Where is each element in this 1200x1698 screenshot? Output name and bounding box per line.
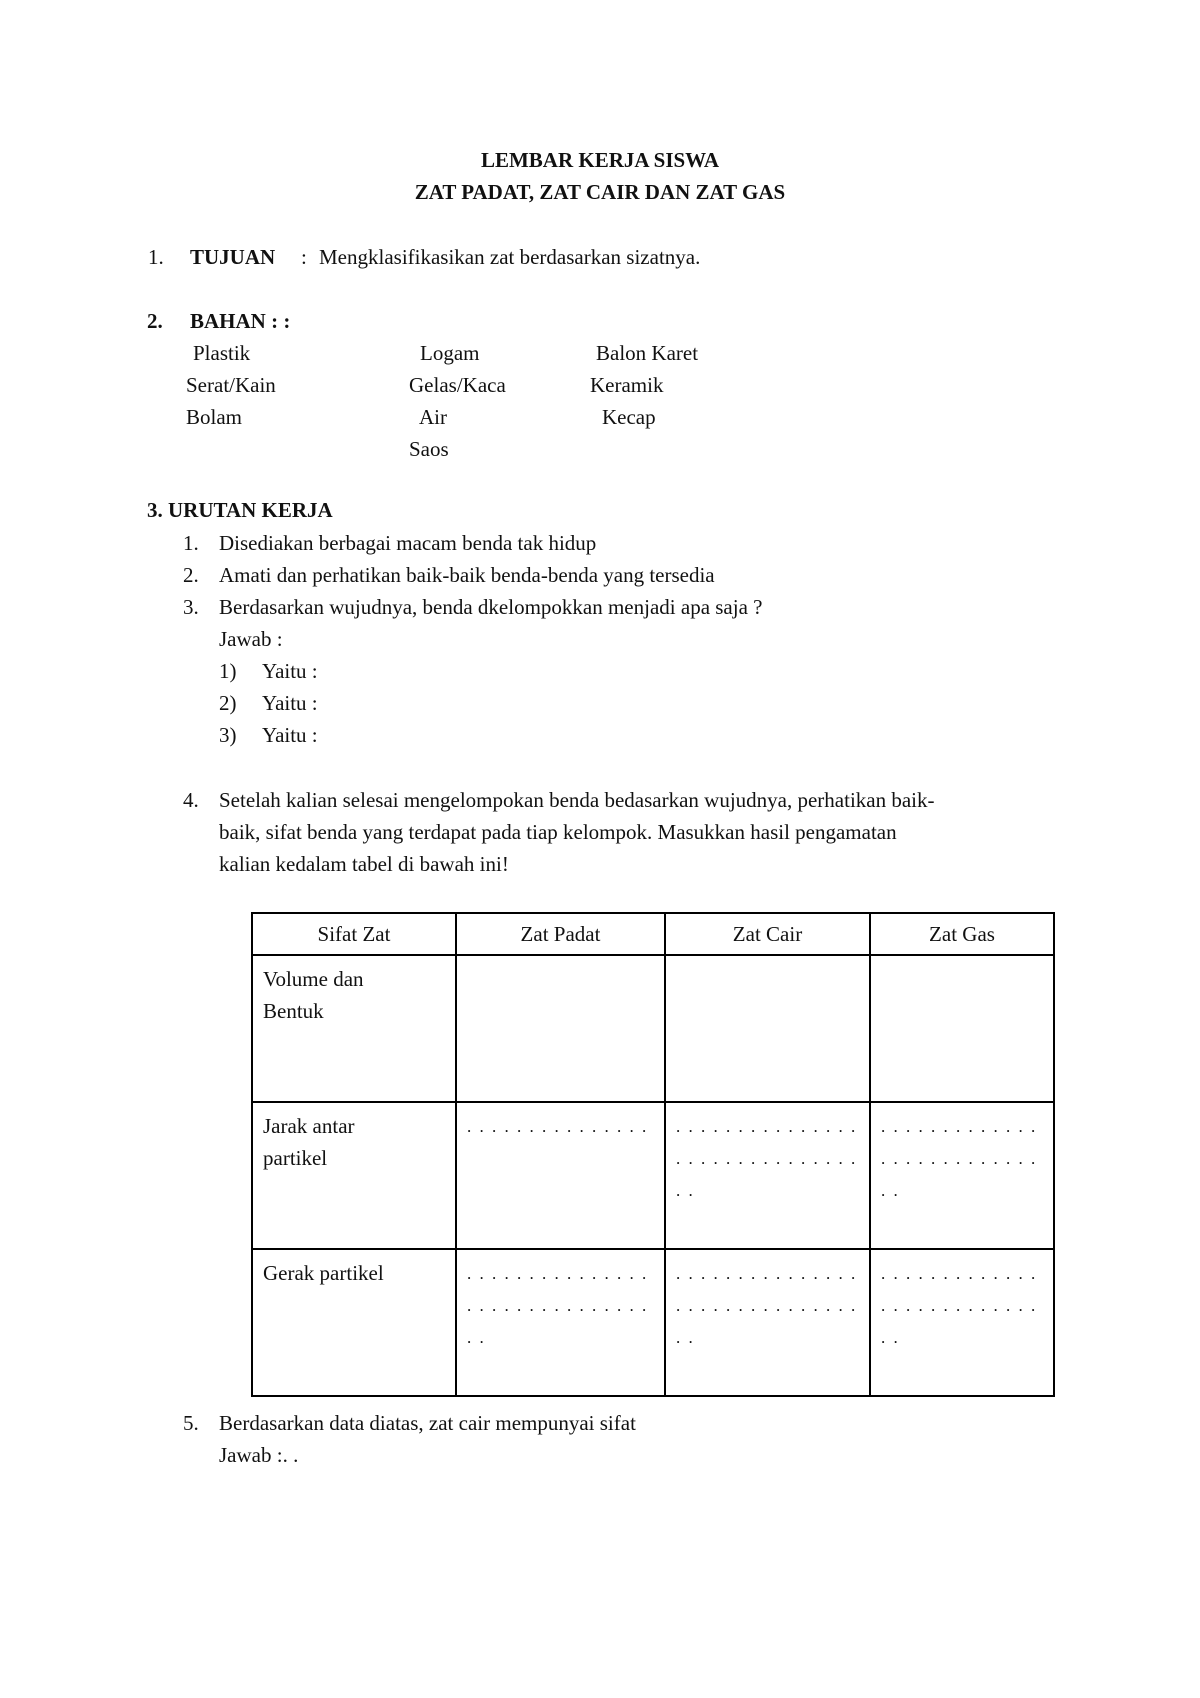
material-item: Serat/Kain: [186, 373, 276, 397]
table-cell[interactable]: . . . . . . . . . . . . . . . . . . . . . . . . . . . . . . . .: [456, 1249, 665, 1396]
table-header: Zat Cair: [665, 913, 870, 955]
section1-number: 1.: [148, 245, 164, 269]
page-title: LEMBAR KERJA SISWA: [480, 148, 720, 172]
step-text: Berdasarkan data diatas, zat cair mempunyai sifat: [219, 1411, 636, 1435]
answer-text: Yaitu :: [262, 691, 318, 715]
row-label: Volume dan Bentuk: [252, 955, 456, 1102]
step-text: baik, sifat benda yang terdapat pada tiap kelompok. Masukkan hasil pengamatan: [219, 820, 897, 844]
answer-number: 2): [219, 691, 237, 715]
table-header-row: [252, 913, 1054, 955]
table-cell[interactable]: . . . . . . . . . . . . . . .: [456, 1102, 665, 1249]
table-cell[interactable]: [665, 955, 870, 1102]
answer-label: Jawab :: [219, 627, 283, 651]
step-number: 1.: [183, 531, 199, 555]
step-text: Disediakan berbagai macam benda tak hidup: [219, 531, 597, 555]
step-number: 2.: [183, 563, 199, 587]
table-cell[interactable]: . . . . . . . . . . . . . . . . . . . . . . . . . . . . . . . .: [665, 1102, 870, 1249]
table-cell[interactable]: . . . . . . . . . . . . . . . . . . . . . . . . . . . .: [870, 1249, 1054, 1396]
table-header: Zat Padat: [456, 913, 665, 955]
answer-number: 3): [219, 723, 237, 747]
row-label: Jarak antar partikel: [252, 1102, 456, 1249]
step-text: kalian kedalam tabel di bawah ini!: [219, 852, 509, 876]
page-subtitle: ZAT PADAT, ZAT CAIR DAN ZAT GAS: [414, 180, 786, 204]
material-item: Gelas/Kaca: [409, 373, 506, 397]
observation-table: [251, 912, 1055, 1397]
section2-heading: BAHAN : :: [190, 309, 291, 333]
material-item: Keramik: [590, 373, 664, 397]
material-item: Saos: [409, 437, 449, 461]
material-item: Air: [419, 405, 447, 429]
section1-heading: TUJUAN: [190, 245, 276, 269]
table-header: Sifat Zat: [252, 913, 456, 955]
material-item: Plastik: [193, 341, 251, 365]
material-item: Bolam: [186, 405, 242, 429]
table-row: [252, 955, 1054, 1102]
answer-text: Yaitu :: [262, 723, 318, 747]
material-item: Logam: [420, 341, 480, 365]
section3-heading: 3. URUTAN KERJA: [147, 498, 333, 522]
table-row: [252, 1102, 1054, 1249]
table-cell[interactable]: [870, 955, 1054, 1102]
section1-separator: :: [301, 245, 307, 269]
table-cell[interactable]: [456, 955, 665, 1102]
step-text: Setelah kalian selesai mengelompokan benda bedasarkan wujudnya, perhatikan baik-: [219, 788, 935, 812]
answer-text: Yaitu :: [262, 659, 318, 683]
step-number: 4.: [183, 788, 199, 812]
material-item: Balon Karet: [596, 341, 699, 365]
table-cell[interactable]: . . . . . . . . . . . . . . . . . . . . . . . . . . . . . . . .: [665, 1249, 870, 1396]
answer-label: Jawab :. .: [219, 1443, 299, 1467]
step-number: 3.: [183, 595, 199, 619]
table-header: Zat Gas: [870, 913, 1054, 955]
material-item: Kecap: [602, 405, 656, 429]
answer-number: 1): [219, 659, 237, 683]
table-row: [252, 1249, 1054, 1396]
row-label: Gerak partikel: [252, 1249, 456, 1396]
table-cell[interactable]: . . . . . . . . . . . . . . . . . . . . . . . . . . . .: [870, 1102, 1054, 1249]
section1-text: Mengklasifikasikan zat berdasarkan sizatnya.: [319, 245, 701, 269]
section2-number: 2.: [147, 309, 163, 333]
step-text: Amati dan perhatikan baik-baik benda-benda yang tersedia: [219, 563, 715, 587]
step-text: Berdasarkan wujudnya, benda dkelompokkan menjadi apa saja ?: [219, 595, 763, 619]
step-number: 5.: [183, 1411, 199, 1435]
